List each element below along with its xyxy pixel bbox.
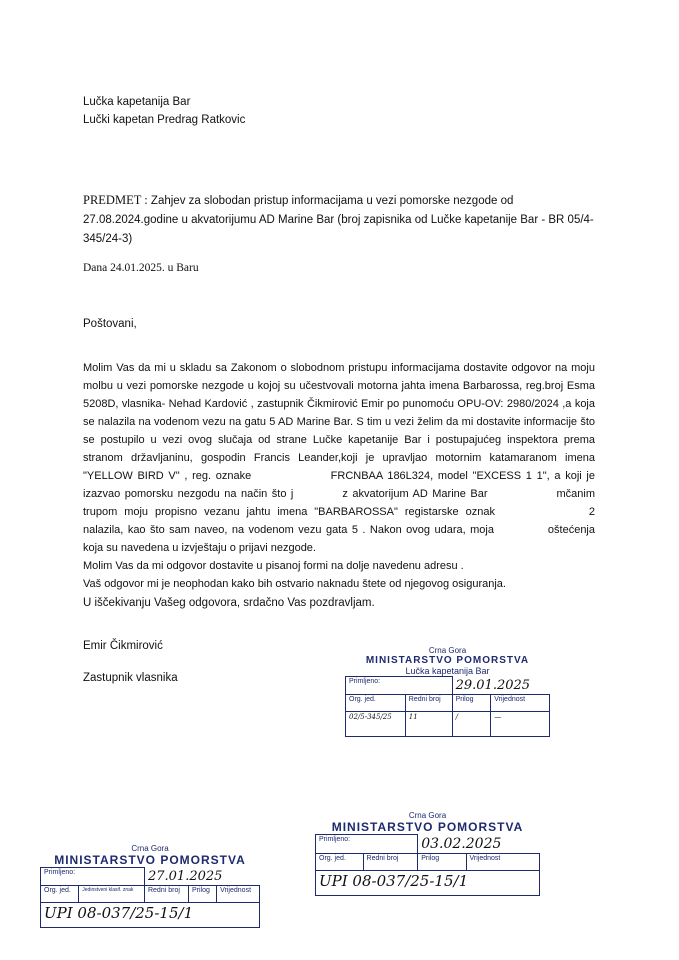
stamp-col-vrij: Vrijednost — [217, 885, 260, 902]
stamp-col-org: Org. jed. — [316, 853, 364, 870]
recipient-line-2: Lučki kapetan Predrag Ratkovic — [83, 114, 246, 126]
stamp-received-label: Primljeno: — [346, 677, 453, 695]
stamp-hand-number: UPI 08-037/25-15/1 — [316, 870, 540, 895]
body-text-d: z akvatorijum AD Marine Bar — [342, 488, 488, 500]
stamp-country: Crna Gora — [131, 844, 169, 853]
stamp-office: Lučka kapetanija Bar — [405, 666, 490, 676]
received-stamp-port-authority — [345, 646, 550, 737]
closing-line: U iščekivanju Vašeg odgovora, srdačno Vas pozdravljam. — [83, 597, 375, 609]
stamp-ministry: MINISTARSTVO POMORSTVA — [365, 655, 530, 666]
body-text-e: mčanim trupom moju propisno vezanu jahtu imena "BARBAROSSA" registarske oznak — [83, 488, 596, 518]
subject-label: PREDMET : — [83, 193, 148, 207]
received-stamp-ministry-2 — [315, 811, 540, 896]
body-text-f: 2 nalazila, kao što sam naveo, na vodenom vezu gata 5 . Nakon ovog udara, moja — [83, 506, 595, 536]
stamp-received-label: Primljeno: — [41, 868, 145, 886]
date-line: Dana 24.01.2025. u Baru — [83, 262, 199, 274]
stamp-col-pril: Prilog — [452, 694, 491, 711]
stamp-col-org: Org. jed. — [41, 885, 79, 902]
stamp-country: Crna Gora — [428, 646, 467, 655]
stamp-table — [345, 676, 550, 737]
letter-body — [83, 359, 595, 593]
stamp-ministry: MINISTARSTVO POMORSTVA — [331, 820, 524, 834]
subject-block — [83, 191, 603, 249]
stamp-col-org: Org. jed. — [346, 694, 406, 711]
body-text-c: koji je izazvao pomorsku nezgodu na način što j — [83, 470, 595, 500]
received-stamp-ministry-3 — [40, 844, 260, 928]
stamp-col-reg: Redni broj — [405, 694, 452, 711]
stamp-hand-vrij: — — [491, 711, 550, 736]
subject-text: Zahjev za slobodan pristup informacijama u vezi pomorske nezgode od 27.08.2024.godine u akvatorijumu AD Marine Bar (broj zapisnika od Lučke kapetanije Bar - BR 05/4-345/24-3) — [83, 195, 594, 245]
stamp-col-pril: Prilog — [188, 885, 216, 902]
body-text-a: Molim Vas da mi u skladu sa Zakonom o slobodnom pristupu informacijama dostavite odgovor na moju molbu u vezi pomorske nezgode u kojoj su učestvovali motorna jahta imena Barbarossa, reg.broj Esma 5208D, vlasnika- Nehad Kardović , zastupnik Čikmirović Emir po punomoću OPU-OV: 2980/2024 ,a koja se nalazila na vodenom vezu na gatu 5 AD Marine Bar. S tim u vezi želim da mi dostavite informacije što se postupilo u vezi ovog slučaja od strane Lučke kapetanije Bar i postupajućeg inspektora prema stranom državljaninu, gospodin Francis Leander,koji je upravljao motornim katamaranom imena "YELLOW BIRD V" , reg. oznake — [83, 362, 595, 482]
stamp-received-date: 03.02.2025 — [421, 835, 502, 852]
stamp-hand-number: UPI 08-037/25-15/1 — [41, 902, 260, 927]
body-paragraph-2: Molim Vas da mi odgovor dostavite u pisanoj formi na dolje navedenu adresu . — [83, 560, 464, 572]
stamp-country: Crna Gora — [408, 811, 447, 820]
body-paragraph-1 — [83, 359, 595, 557]
stamp-col-jed: Jedinstveni klasif. znak — [79, 885, 145, 902]
stamp-col-reg: Redni broj — [144, 885, 188, 902]
body-text-b: FRCNBAA 186L324, model "EXCESS 1 1", a — [330, 470, 561, 482]
stamp-col-reg: Redni broj — [363, 853, 418, 870]
stamp-hand-reg: 11 — [405, 711, 452, 736]
stamp-col-vrij: Vrijednost — [491, 694, 550, 711]
stamp-col-vrij: Vrijednost — [466, 853, 540, 870]
stamp-ministry: MINISTARSTVO POMORSTVA — [54, 853, 246, 867]
stamp-received-date: 27.01.2025 — [147, 868, 223, 884]
stamp-hand-number: 02/5-345/25 — [346, 711, 406, 736]
stamp-table — [315, 834, 540, 896]
stamp-table — [40, 867, 260, 928]
signer-name: Emir Čikmirović — [83, 640, 163, 652]
signer-role: Zastupnik vlasnika — [83, 672, 178, 684]
body-text-g: oštećenja koja su navedena u izvještaju o prijavi nezgode. — [83, 524, 595, 554]
stamp-received-label: Primljeno: — [316, 835, 418, 854]
greeting: Poštovani, — [83, 318, 137, 330]
stamp-hand-pril: / — [452, 711, 491, 736]
stamp-col-pril: Prilog — [418, 853, 466, 870]
recipient-block — [83, 93, 245, 129]
body-paragraph-3: Vaš odgovor mi je neophodan kako bih ostvario naknadu štete od njegovog osiguranja. — [83, 578, 506, 590]
stamp-received-date: 29.01.2025 — [455, 677, 531, 693]
recipient-line-1: Lučka kapetanija Bar — [83, 96, 191, 108]
